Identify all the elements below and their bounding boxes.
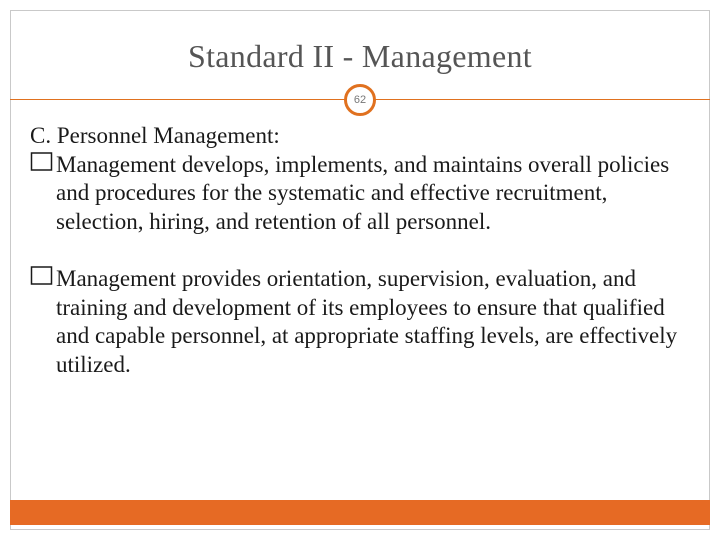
section-heading: C. Personnel Management: [30,123,280,148]
slide-number-badge: 62 [344,84,376,116]
missing-glyph-box-icon [30,265,54,287]
bullet-text: Management develops, implements, and maintains overall policies and procedures for the systematic and effective recruitment, selection, hiring, and retention of all personnel. [56,151,670,234]
slide-body [30,122,690,379]
bullet-item [30,151,690,237]
bullet-text: Management provides orientation, supervision, evaluation, and training and development of its employees to ensure that qualified and capable personnel, at appropriate staffing levels, are effectively utilized. [56,266,678,377]
footer-bar [10,500,710,525]
slide-title: Standard II - Management [188,38,532,74]
missing-glyph-box-icon [30,151,54,173]
bullet-item [30,265,690,379]
